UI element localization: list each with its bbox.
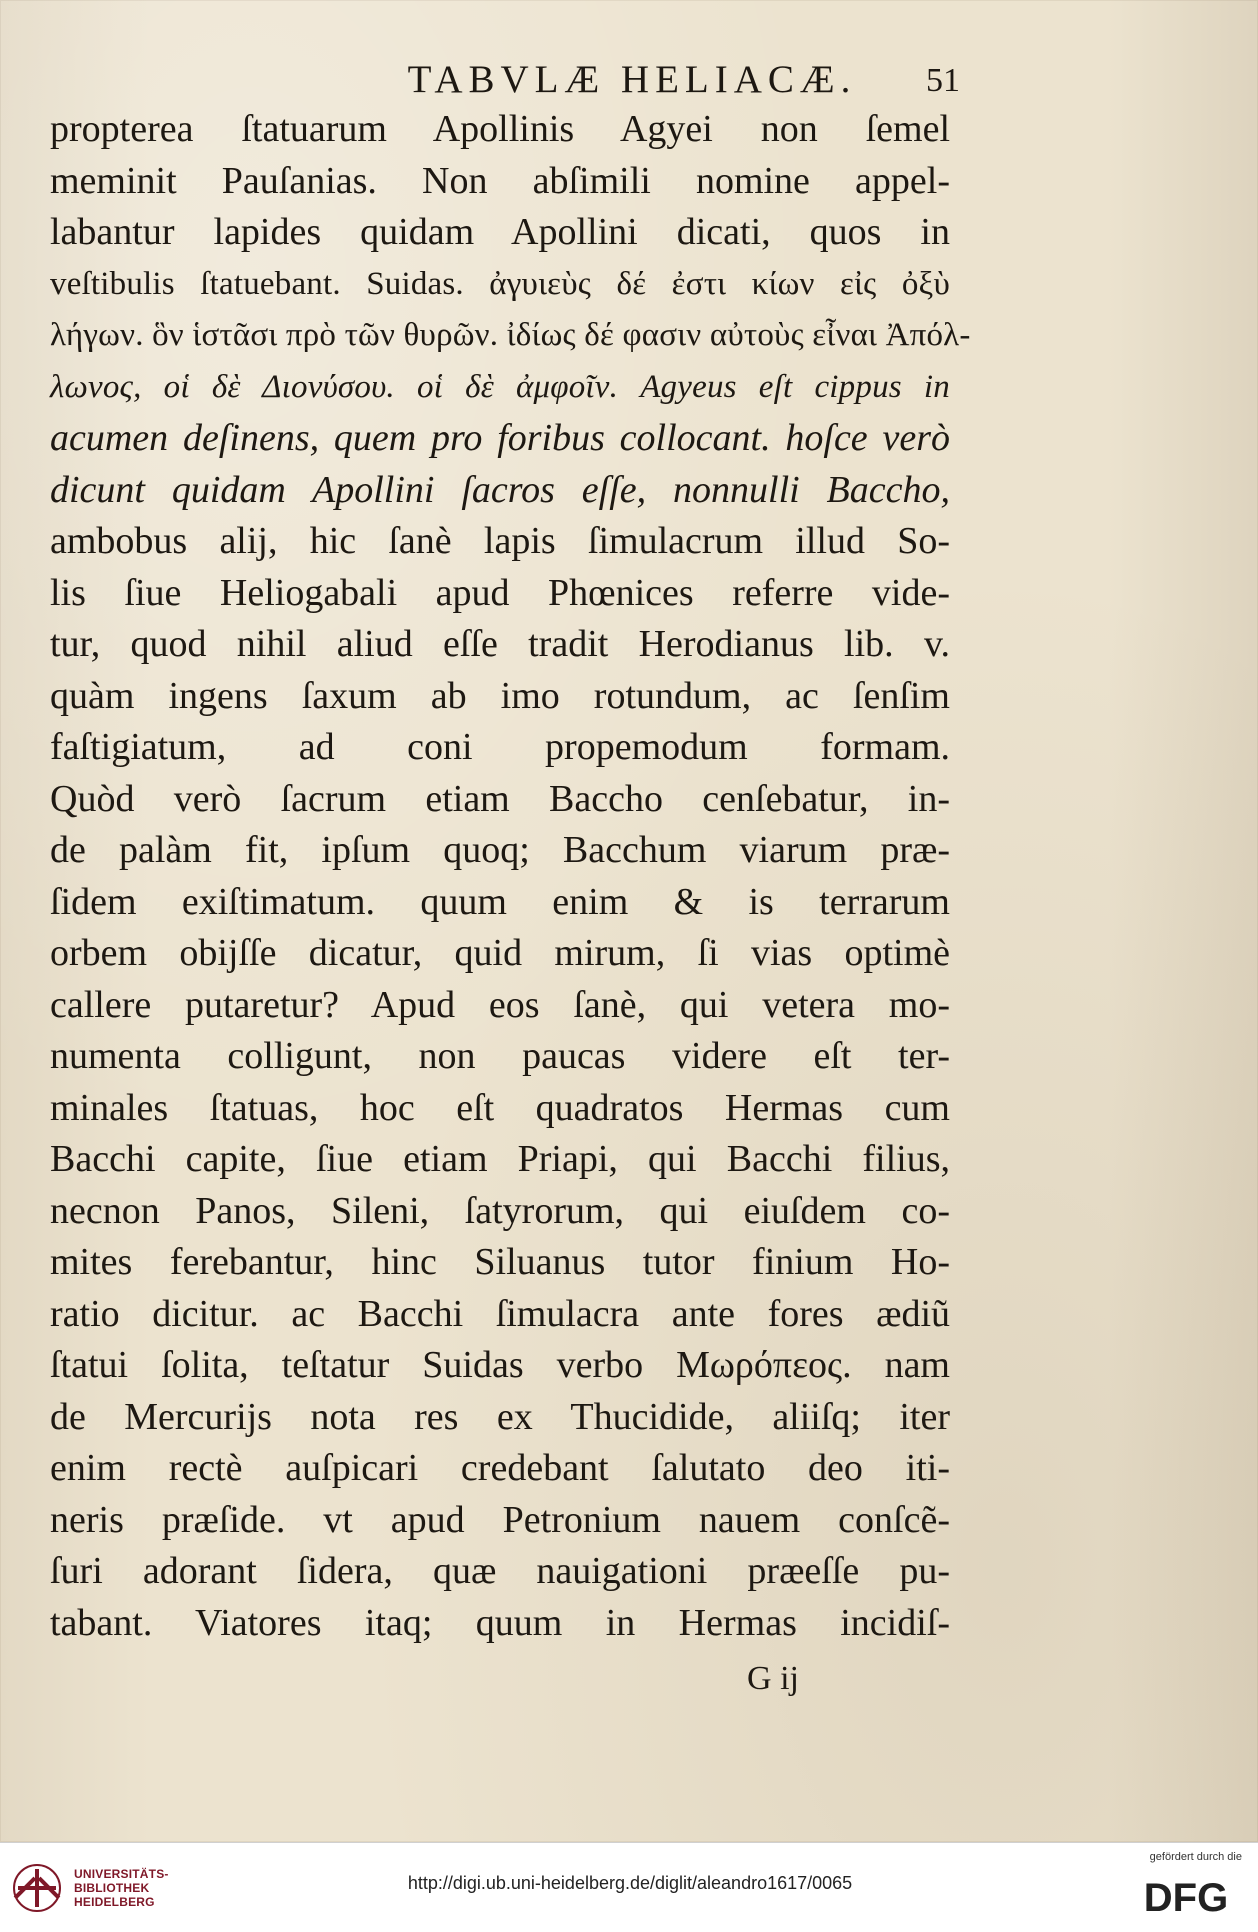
text-line: minales ſtatuas, hoc eſt quadratos Hermas cum: [50, 1086, 950, 1129]
text-line: acumen deſinens, quem pro foribus collocant. hoſce verò: [50, 417, 950, 459]
text-line: λήγων. ὃν ἱστᾶσι πρὸ τῶν θυρῶν. ἰδίως δέ φασιν αὐτοὺς εἶναι Ἀπόλ-: [50, 317, 971, 353]
text-line: orbem obijſſe dicatur, quid mirum, ſi vias optimè: [50, 932, 950, 974]
text-line: neris præſide. vt apud Petronium nauem conſcẽ-: [50, 1498, 950, 1541]
text-line: λωνος, οἱ δὲ Διονύσου. οἱ δὲ ἀμφοῖν. Agyeus eſt cippus in: [50, 368, 950, 405]
text-line: labantur lapides quidam Apollini dicati, quos in: [50, 211, 950, 253]
text-line: necnon Panos, Sileni, ſatyrorum, qui eiuſdem co-: [50, 1189, 950, 1232]
text-line: tur, quod nihil aliud eſſe tradit Herodianus lib. v.: [50, 623, 950, 665]
footer-bar: [0, 1842, 1258, 1932]
text-line: de palàm fit, ipſum quoq; Bacchum viarum præ-: [50, 829, 950, 871]
page-title: TABVLÆ HELIACÆ.: [407, 57, 857, 101]
text-line: enim rectè auſpicari credebant ſalutato deo iti-: [50, 1447, 950, 1489]
dfg-logo: [1130, 1871, 1242, 1923]
library-name-line: BIBLIOTHEK: [74, 1881, 150, 1895]
text-line: ambobus alij, hic ſanè lapis ſimulacrum illud So-: [50, 520, 950, 562]
text-line: ſidem exiſtimatum. quum enim & is terrarum: [50, 880, 950, 923]
digital-source-url[interactable]: http://digi.ub.uni-heidelberg.de/diglit/aleandro1617/0065: [407, 1873, 853, 1893]
text-line: de Mercurijs nota res ex Thucidide, aliiſq; iter: [50, 1395, 950, 1438]
library-name-line: HEIDELBERG: [74, 1895, 155, 1909]
text-line: ratio dicitur. ac Bacchi ſimulacra ante fores ædiũ: [50, 1292, 950, 1335]
text-line: ſuri adorant ſidera, quæ nauigationi præeſſe pu-: [50, 1550, 950, 1592]
text-line: lis ſiue Heliogabali apud Phœnices referre vide-: [50, 571, 950, 614]
library-emblem-icon: [12, 1863, 62, 1913]
main-text: [50, 104, 971, 1649]
text-line: numenta colligunt, non paucas videre eſt ter-: [50, 1035, 950, 1077]
text-line: callere putaretur? Apud eos ſanè, qui vetera mo-: [50, 983, 950, 1026]
text-line: Quòd verò ſacrum etiam Baccho cenſebatur, in-: [50, 777, 950, 820]
text-line: Bacchi capite, ſiue etiam Priapi, qui Bacchi filius,: [50, 1138, 950, 1180]
dfg-logo-text: DFG: [1143, 1876, 1229, 1920]
library-logo: [12, 1861, 232, 1915]
text-line: quàm ingens ſaxum ab imo rotundum, ac ſenſim: [50, 674, 950, 717]
library-name-line: UNIVERSITÄTS-: [74, 1867, 169, 1881]
page-number: 51: [926, 62, 960, 99]
text-line: faſtigiatum, ad coni propemodum formam.: [50, 726, 950, 768]
text-line: dicunt quidam Apollini ſacros eſſe, nonnulli Baccho,: [50, 468, 950, 511]
text-line: tabant. Viatores itaq; quum in Hermas incidiſ-: [50, 1601, 950, 1644]
funding-text: gefördert durch die: [1149, 1851, 1242, 1863]
text-line: meminit Pauſanias. Non abſimili nomine appel-: [50, 159, 950, 202]
signature-mark: G ij: [747, 1660, 799, 1697]
text-line: ſtatui ſolita, teſtatur Suidas verbo Μωρόπεος. nam: [50, 1344, 950, 1386]
text-line: veſtibulis ſtatuebant. Suidas. ἀγυιεὺς δέ ἐστι κίων εἰς ὀξὺ: [50, 265, 950, 302]
text-line: mites ferebantur, hinc Siluanus tutor finium Ho-: [50, 1241, 950, 1283]
funding-logo: [1130, 1851, 1242, 1927]
library-logo-text: [74, 1867, 169, 1909]
text-line: propterea ſtatuarum Apollinis Agyei non ſemel: [50, 108, 950, 150]
